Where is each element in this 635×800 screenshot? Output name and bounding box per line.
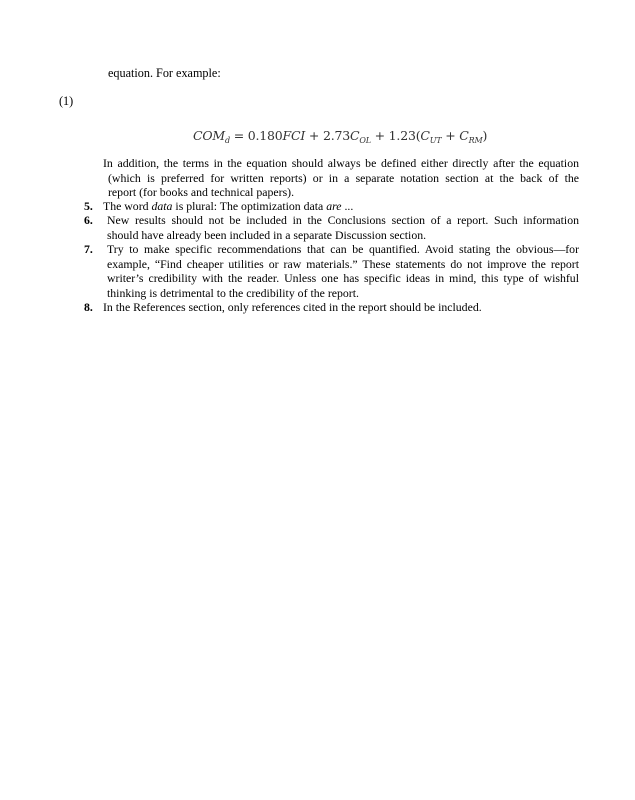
eq-plus1: + 2.73	[305, 128, 350, 143]
addition-line-2: (which is preferred for written reports) or in a separate notation section at the back of the	[108, 170, 579, 185]
list-number: 6.	[84, 213, 93, 227]
item-6-line-1: New results should not be included in the Conclusions section of a report. Such information	[107, 213, 579, 227]
eq-c-ol: C	[349, 128, 360, 143]
eq-lhs-sub: d	[225, 136, 230, 145]
list-number: 5.	[84, 199, 93, 213]
eq-fci: FCI	[282, 128, 306, 143]
item-7-line-1: Try to make specific recommendations that can be quantified. Avoid stating the obvious—for	[107, 242, 579, 256]
item-7-line-3: writer’s credibility with the reader. Unless one has specific ideas in mind, this type of wishful	[107, 271, 579, 285]
eq-plus2: + 1.23(	[370, 128, 421, 143]
list-item-body	[103, 213, 579, 242]
list-item-body	[103, 300, 579, 315]
addition-line-1: In addition, the terms in the equation should always be defined either directly after the equation	[103, 156, 579, 170]
eq-c-ut: C	[420, 128, 430, 143]
item-6-line-2: should have already been included in a separate Discussion section.	[107, 227, 427, 242]
item-7-line-4: thinking is detrimental to the credibility of the report.	[107, 285, 359, 300]
eq-c-ut-sub: UT	[429, 136, 442, 145]
eq-c-rm-sub: RM	[468, 136, 483, 145]
item-7-line-2: example, “Find cheaper utilities or raw materials.” These statements do not improve the report	[107, 256, 579, 271]
equation	[193, 128, 487, 144]
list-item-body	[103, 199, 579, 214]
item-8-line-1: In the References section, only references cited in the report should be included.	[103, 300, 482, 314]
eq-lhs: COM	[193, 128, 226, 143]
eq-equals: = 0.180	[229, 128, 283, 143]
list-number: 7.	[84, 242, 93, 256]
list-item-body	[103, 242, 579, 300]
equation-number: (1)	[59, 94, 74, 108]
eq-plus3: +	[441, 128, 460, 143]
intro-text: equation. For example:	[108, 66, 221, 80]
item-5-line: The word data is plural: The optimization data are ...	[103, 199, 354, 213]
eq-c-ol-sub: OL	[359, 136, 371, 145]
eq-close: )	[482, 128, 488, 143]
addition-paragraph	[103, 156, 579, 200]
eq-c-rm: C	[459, 128, 469, 143]
list-number: 8.	[84, 300, 93, 314]
addition-line-3: report (for books and technical papers).	[108, 185, 295, 199]
